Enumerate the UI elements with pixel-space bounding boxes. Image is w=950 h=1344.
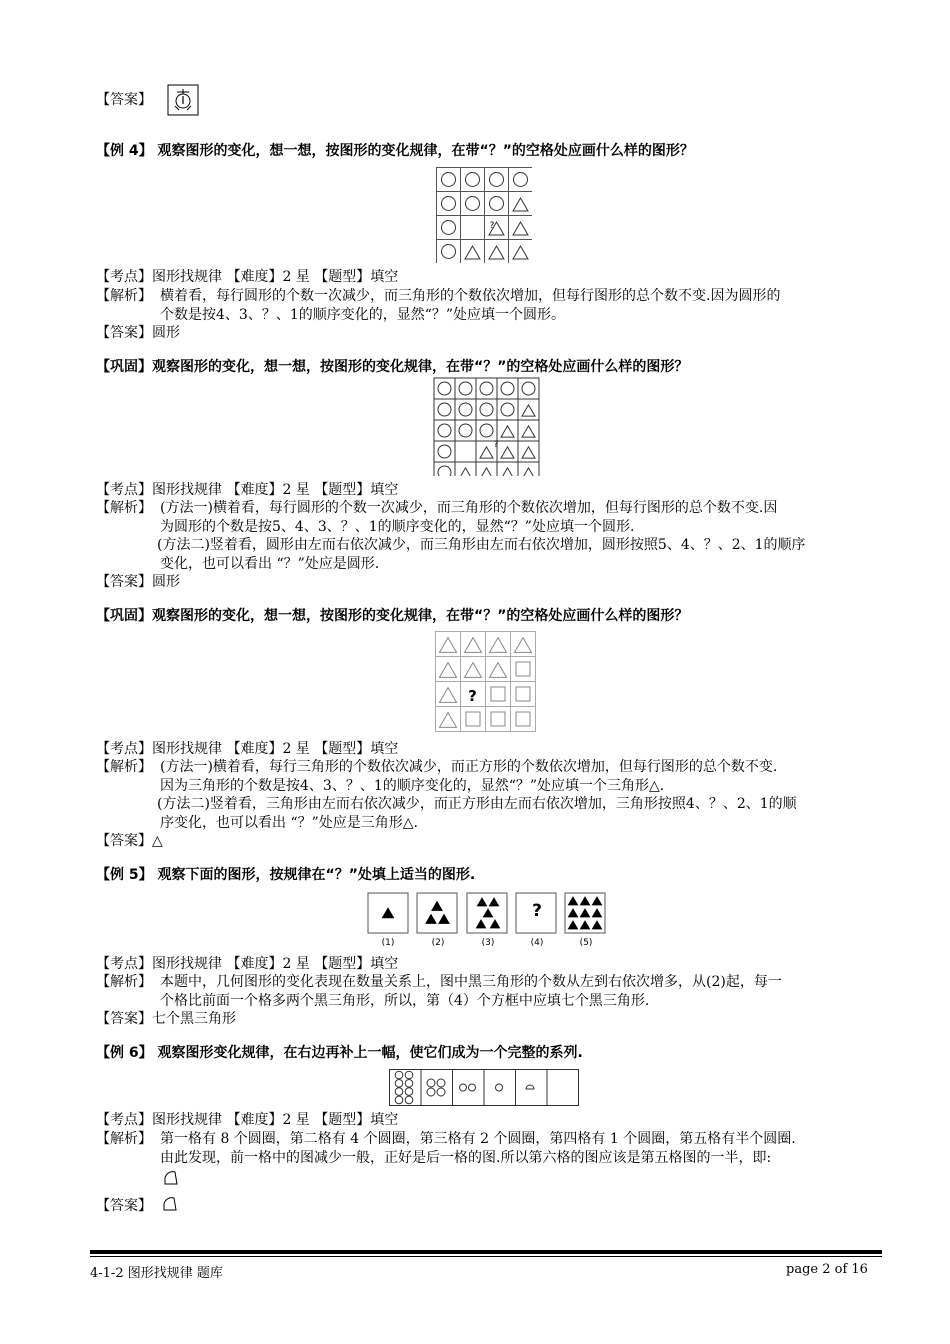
- g2-grid-cell: [461, 707, 486, 732]
- g2-grid: [435, 631, 537, 733]
- g1-circle: [438, 382, 451, 395]
- ex6-cell: [547, 1070, 579, 1106]
- ex6-meta: 【考点】图形找规律 【难度】2 星 【题型】填空: [96, 1112, 399, 1128]
- ex5-label-5: (5): [579, 938, 593, 948]
- ex6-circle: [469, 1084, 476, 1091]
- g1-grid-cell: [497, 399, 518, 420]
- footer-page-number: page 2 of 16: [786, 1262, 868, 1277]
- top-answer-figure: [167, 84, 199, 116]
- ex4-grid-cell: [437, 192, 461, 216]
- ex6-circle: [405, 1088, 413, 1096]
- ex6-analysis-tag: 【解析】: [96, 1131, 152, 1147]
- g1-grid-cell: [434, 462, 455, 476]
- ex6-circle: [395, 1088, 403, 1096]
- ex5-black-triangle: [426, 915, 436, 924]
- ex6-circle: [496, 1084, 503, 1091]
- ex4-circle: [442, 197, 456, 211]
- g1-circle: [438, 424, 451, 437]
- ex5-meta: 【考点】图形找规律 【难度】2 星 【题型】填空: [96, 956, 399, 972]
- ex5-figure: [364, 890, 610, 950]
- ex4-grid-cell: [437, 240, 461, 264]
- ex4-meta: 【考点】图形找规律 【难度】2 星 【题型】填空: [96, 269, 399, 285]
- ex5-black-triangle: [478, 898, 487, 906]
- g1-circle: [438, 466, 451, 476]
- ex6-circle: [395, 1096, 403, 1104]
- g1-grid-cell: [518, 462, 539, 476]
- g1-question: 【巩固】观察图形的变化，想一想，按图形的变化规律，在带“？”的空格处应画什么样的图形？: [96, 359, 689, 375]
- g2-triangle: [465, 663, 482, 678]
- ex6-answer-tag: 【答案】: [96, 1198, 152, 1214]
- g1-grid-cell: [455, 420, 476, 441]
- g2-triangle: [490, 663, 507, 678]
- g1-triangle: [501, 468, 514, 476]
- g1-circle: [480, 382, 493, 395]
- g2-grid-question-mark: ?: [468, 687, 477, 705]
- ex5-black-triangle: [593, 909, 602, 917]
- g1-triangle: [522, 405, 535, 416]
- g2-square: [516, 662, 530, 676]
- g1-grid-cell: [455, 378, 476, 399]
- ex5-black-triangle: [490, 898, 499, 906]
- g1-circle: [522, 382, 535, 395]
- ex4-grid-cell: [485, 192, 509, 216]
- g1-grid-cell: [434, 378, 455, 399]
- ex4-analysis-2: 个数是按4、3、？、1的顺序变化的，显然“？”处应填一个圆形。: [160, 307, 566, 323]
- ex6-cell: [421, 1070, 453, 1106]
- ex5-black-triangle: [484, 909, 493, 917]
- ex4-triangle: [513, 222, 528, 235]
- g1-circle: [459, 382, 472, 395]
- g1-circle: [459, 403, 472, 416]
- ex4-circle: [466, 197, 480, 211]
- ex4-triangle: [513, 246, 528, 259]
- ex6-answer-quarter-circle: [162, 1196, 178, 1212]
- ex4-grid-cell: [461, 216, 485, 240]
- g1-grid-cell: [497, 378, 518, 399]
- ex6-circle: [395, 1071, 403, 1079]
- ex6-circle: [395, 1080, 403, 1088]
- g1-grid-shapes: [434, 378, 539, 476]
- g1-analysis-3: (方法二)竖着看，圆形由左而右依次减少，而三角形由左而右依次增加，圆形按照5、4、？、2、1的顺序: [157, 537, 806, 553]
- ex5-analysis-2: 个格比前面一个格多两个黑三角形，所以，第（4）个方框中应填七个黑三角形.: [160, 993, 650, 1009]
- g2-square: [466, 712, 480, 726]
- ex5-question: 【例 5】 观察下面的图形，按规律在“？”处填上适当的图形.: [96, 867, 476, 883]
- ex6-circle: [427, 1088, 435, 1096]
- footer-rule-thin: [90, 1256, 882, 1257]
- g1-grid-cell: [455, 441, 476, 462]
- ex5-black-triangle: [593, 921, 602, 929]
- g2-triangle: [490, 638, 507, 653]
- g1-circle: [480, 403, 493, 416]
- ex6-circle: [437, 1079, 445, 1087]
- footer-rule-thick: [90, 1250, 882, 1254]
- ex6-cell: [516, 1070, 548, 1106]
- g1-triangle: [501, 447, 514, 458]
- ex4-grid-cell: [509, 192, 533, 216]
- ex4-circle: [442, 245, 456, 259]
- ex5-black-triangle: [581, 909, 590, 917]
- g1-meta: 【考点】图形找规律 【难度】2 星 【题型】填空: [96, 482, 399, 498]
- ex4-grid-question-mark: ?: [489, 221, 495, 231]
- g2-triangle: [515, 638, 532, 653]
- ex6-analysis-2: 由此发现，前一格中的图减少一般，正好是后一格的图.所以第六格的图应该是第五格图的一半，即:: [160, 1150, 772, 1166]
- ex6-half-circle: [526, 1085, 534, 1089]
- ex5-boxes: [368, 893, 605, 933]
- ex6-circle: [437, 1088, 445, 1096]
- g1-grid-cell: [434, 420, 455, 441]
- ex5-box: [417, 893, 457, 933]
- g1-circle: [459, 424, 472, 437]
- g2-triangle: [440, 663, 457, 678]
- ex4-circle: [442, 221, 456, 235]
- ex5-analysis-1: 本题中，几何图形的变化表现在数量关系上，图中黑三角形的个数从左到右依次增多，从(2)起，每一: [160, 974, 782, 990]
- top-answer-tag: 【答案】: [96, 92, 152, 108]
- ex6-cells: [390, 1070, 579, 1106]
- g2-triangle: [440, 688, 457, 703]
- ex5-black-triangle: [569, 921, 578, 929]
- ex4-question: 【例 4】 观察图形的变化，想一想，按图形的变化规律，在带“？”的空格处应画什么样的图形？: [96, 143, 694, 159]
- ex5-analysis-tag: 【解析】: [96, 974, 152, 990]
- g1-grid-cell: [497, 420, 518, 441]
- ex4-grid-cell: [509, 168, 533, 192]
- ex4-grid-cell: [461, 168, 485, 192]
- g1-grid-cell: [518, 378, 539, 399]
- g2-answer: 【答案】△: [96, 833, 163, 849]
- ex5-black-triangle: [581, 921, 590, 929]
- footer-left: 4-1-2 图形找规律 题库: [90, 1266, 223, 1281]
- ex6-question: 【例 6】 观察图形变化规律，在右边再补上一幅，使它们成为一个完整的系列.: [96, 1045, 583, 1061]
- ex5-black-triangle: [477, 920, 486, 928]
- ex5-black-triangle: [593, 897, 602, 905]
- ex4-grid-cell: [461, 192, 485, 216]
- g1-grid-cell: [476, 399, 497, 420]
- g1-grid-cell: [476, 420, 497, 441]
- g2-grid-cell: [511, 707, 536, 732]
- ex5-label-1: (1): [381, 938, 395, 948]
- g1-circle: [438, 403, 451, 416]
- ex6-figure: [389, 1069, 582, 1107]
- g1-circle: [480, 424, 493, 437]
- ex5-answer: 【答案】七个黑三角形: [96, 1011, 236, 1027]
- ex4-circle: [442, 173, 456, 187]
- g1-circle: [501, 382, 514, 395]
- g1-triangle: [522, 426, 535, 437]
- ex5-black-triangle: [439, 915, 449, 924]
- g2-meta: 【考点】图形找规律 【难度】2 星 【题型】填空: [96, 741, 399, 757]
- g1-grid-question-mark: ?: [493, 440, 499, 450]
- g2-grid-shapes: [436, 632, 536, 732]
- g2-grid-cell: [511, 682, 536, 707]
- ex4-answer: 【答案】圆形: [96, 325, 180, 341]
- g2-analysis-2: 因为三角形的个数是按4、3、？、1的顺序变化的，显然“？”处应填一个三角形△.: [160, 778, 665, 794]
- g1-analysis-2: 为圆形的个数是按5、4、3、？、1的顺序变化的，显然“？”处应填一个圆形.: [160, 519, 635, 535]
- g2-triangle: [465, 638, 482, 653]
- ex4-grid-cell: [509, 216, 533, 240]
- ex6-circle: [460, 1084, 467, 1091]
- ex6-circle: [405, 1080, 413, 1088]
- g1-grid-cell: [518, 441, 539, 462]
- g1-triangle: [522, 447, 535, 458]
- ex6-circle: [427, 1079, 435, 1087]
- g1-analysis-4: 变化，也可以看出 “？”处应是圆形.: [160, 556, 380, 572]
- g2-grid-cell: [486, 707, 511, 732]
- ex4-grid: [436, 167, 532, 263]
- g2-analysis-4: 序变化，也可以看出 “？”处应是三角形△.: [160, 815, 418, 831]
- ex5-black-triangle: [581, 897, 590, 905]
- g1-triangle: [522, 468, 535, 476]
- ex4-grid-cell: [437, 168, 461, 192]
- ex4-circle: [514, 173, 528, 187]
- ex4-grid-cell: [485, 168, 509, 192]
- ex5-label-4: (4): [530, 938, 544, 948]
- ex5-label-3: (3): [481, 938, 495, 948]
- ex4-grid-cell: [485, 216, 509, 240]
- g1-grid-cell: [518, 399, 539, 420]
- g1-grid-cell: [476, 462, 497, 476]
- g2-triangle: [440, 638, 457, 653]
- ex4-circle: [490, 197, 504, 211]
- g1-analysis-1: (方法一)横着看，每行圆形的个数一次减少，而三角形的个数依次增加，但每行图形的总个数不变.因: [160, 500, 778, 516]
- g2-analysis-3: (方法二)竖着看，三角形由左而右依次减少，而正方形由左而右依次增加，三角形按照4、？、2、1的顺: [157, 796, 797, 812]
- g1-triangle: [501, 426, 514, 437]
- g2-square: [516, 712, 530, 726]
- g1-grid-cell: [455, 462, 476, 476]
- g1-grid-cell: [434, 441, 455, 462]
- g1-circle: [438, 445, 451, 458]
- g1-grid-cell: [497, 462, 518, 476]
- ex5-black-triangle: [432, 902, 442, 911]
- g1-grid: [432, 376, 542, 476]
- g2-square: [491, 712, 505, 726]
- g2-grid-cell: [511, 657, 536, 682]
- g1-grid-cell: [497, 441, 518, 462]
- ex4-grid-cell: [437, 216, 461, 240]
- ex4-circle: [466, 173, 480, 187]
- g1-circle: [501, 403, 514, 416]
- ex5-black-triangle: [569, 909, 578, 917]
- ex4-analysis-1: 横着看，每行圆形的个数一次减少，而三角形的个数依次增加，但每行图形的总个数不变.因为圆形的: [160, 288, 781, 304]
- ex4-triangle: [489, 246, 504, 259]
- ex4-grid-shapes: [437, 168, 533, 264]
- g1-answer: 【答案】圆形: [96, 574, 180, 590]
- ex6-analysis-1: 第一格有 8 个圆圈，第二格有 4 个圆圈，第三格有 2 个圆圈，第四格有 1 个圆圈，第五格有半个圆圈.: [160, 1131, 796, 1147]
- ex4-analysis-tag: 【解析】: [96, 288, 152, 304]
- ex4-triangle: [465, 246, 480, 259]
- g1-triangle: [480, 468, 493, 476]
- g2-triangle: [440, 713, 457, 728]
- g2-analysis-1: (方法一)横着看，每行三角形的个数依次减少，而正方形的个数依次增加，但每行图形的总个数不变.: [160, 759, 778, 775]
- g2-square: [491, 687, 505, 701]
- g2-analysis-tag: 【解析】: [96, 759, 152, 775]
- g1-grid-cell: [476, 378, 497, 399]
- g1-grid-cell: [434, 399, 455, 420]
- g2-square: [516, 687, 530, 701]
- ex5-black-triangle: [491, 920, 500, 928]
- g2-question: 【巩固】观察图形的变化，想一想，按图形的变化规律，在带“？”的空格处应画什么样的图形？: [96, 608, 689, 624]
- ex6-cell: [484, 1070, 516, 1106]
- ex6-analysis-quarter-circle: [163, 1170, 179, 1186]
- g1-grid-cell: [518, 420, 539, 441]
- ex5-black-triangle: [383, 908, 394, 918]
- ex5-question-mark: ?: [532, 901, 542, 921]
- g2-grid-cell: [486, 682, 511, 707]
- g1-triangle: [480, 447, 493, 458]
- ex5-label-2: (2): [431, 938, 445, 948]
- ex4-circle: [490, 173, 504, 187]
- ex6-circle: [405, 1071, 413, 1079]
- g1-analysis-tag: 【解析】: [96, 500, 152, 516]
- ex4-triangle: [513, 198, 528, 211]
- g1-triangle: [459, 468, 472, 476]
- ex6-circle: [405, 1096, 413, 1104]
- ex5-black-triangle: [569, 897, 578, 905]
- g1-grid-cell: [455, 399, 476, 420]
